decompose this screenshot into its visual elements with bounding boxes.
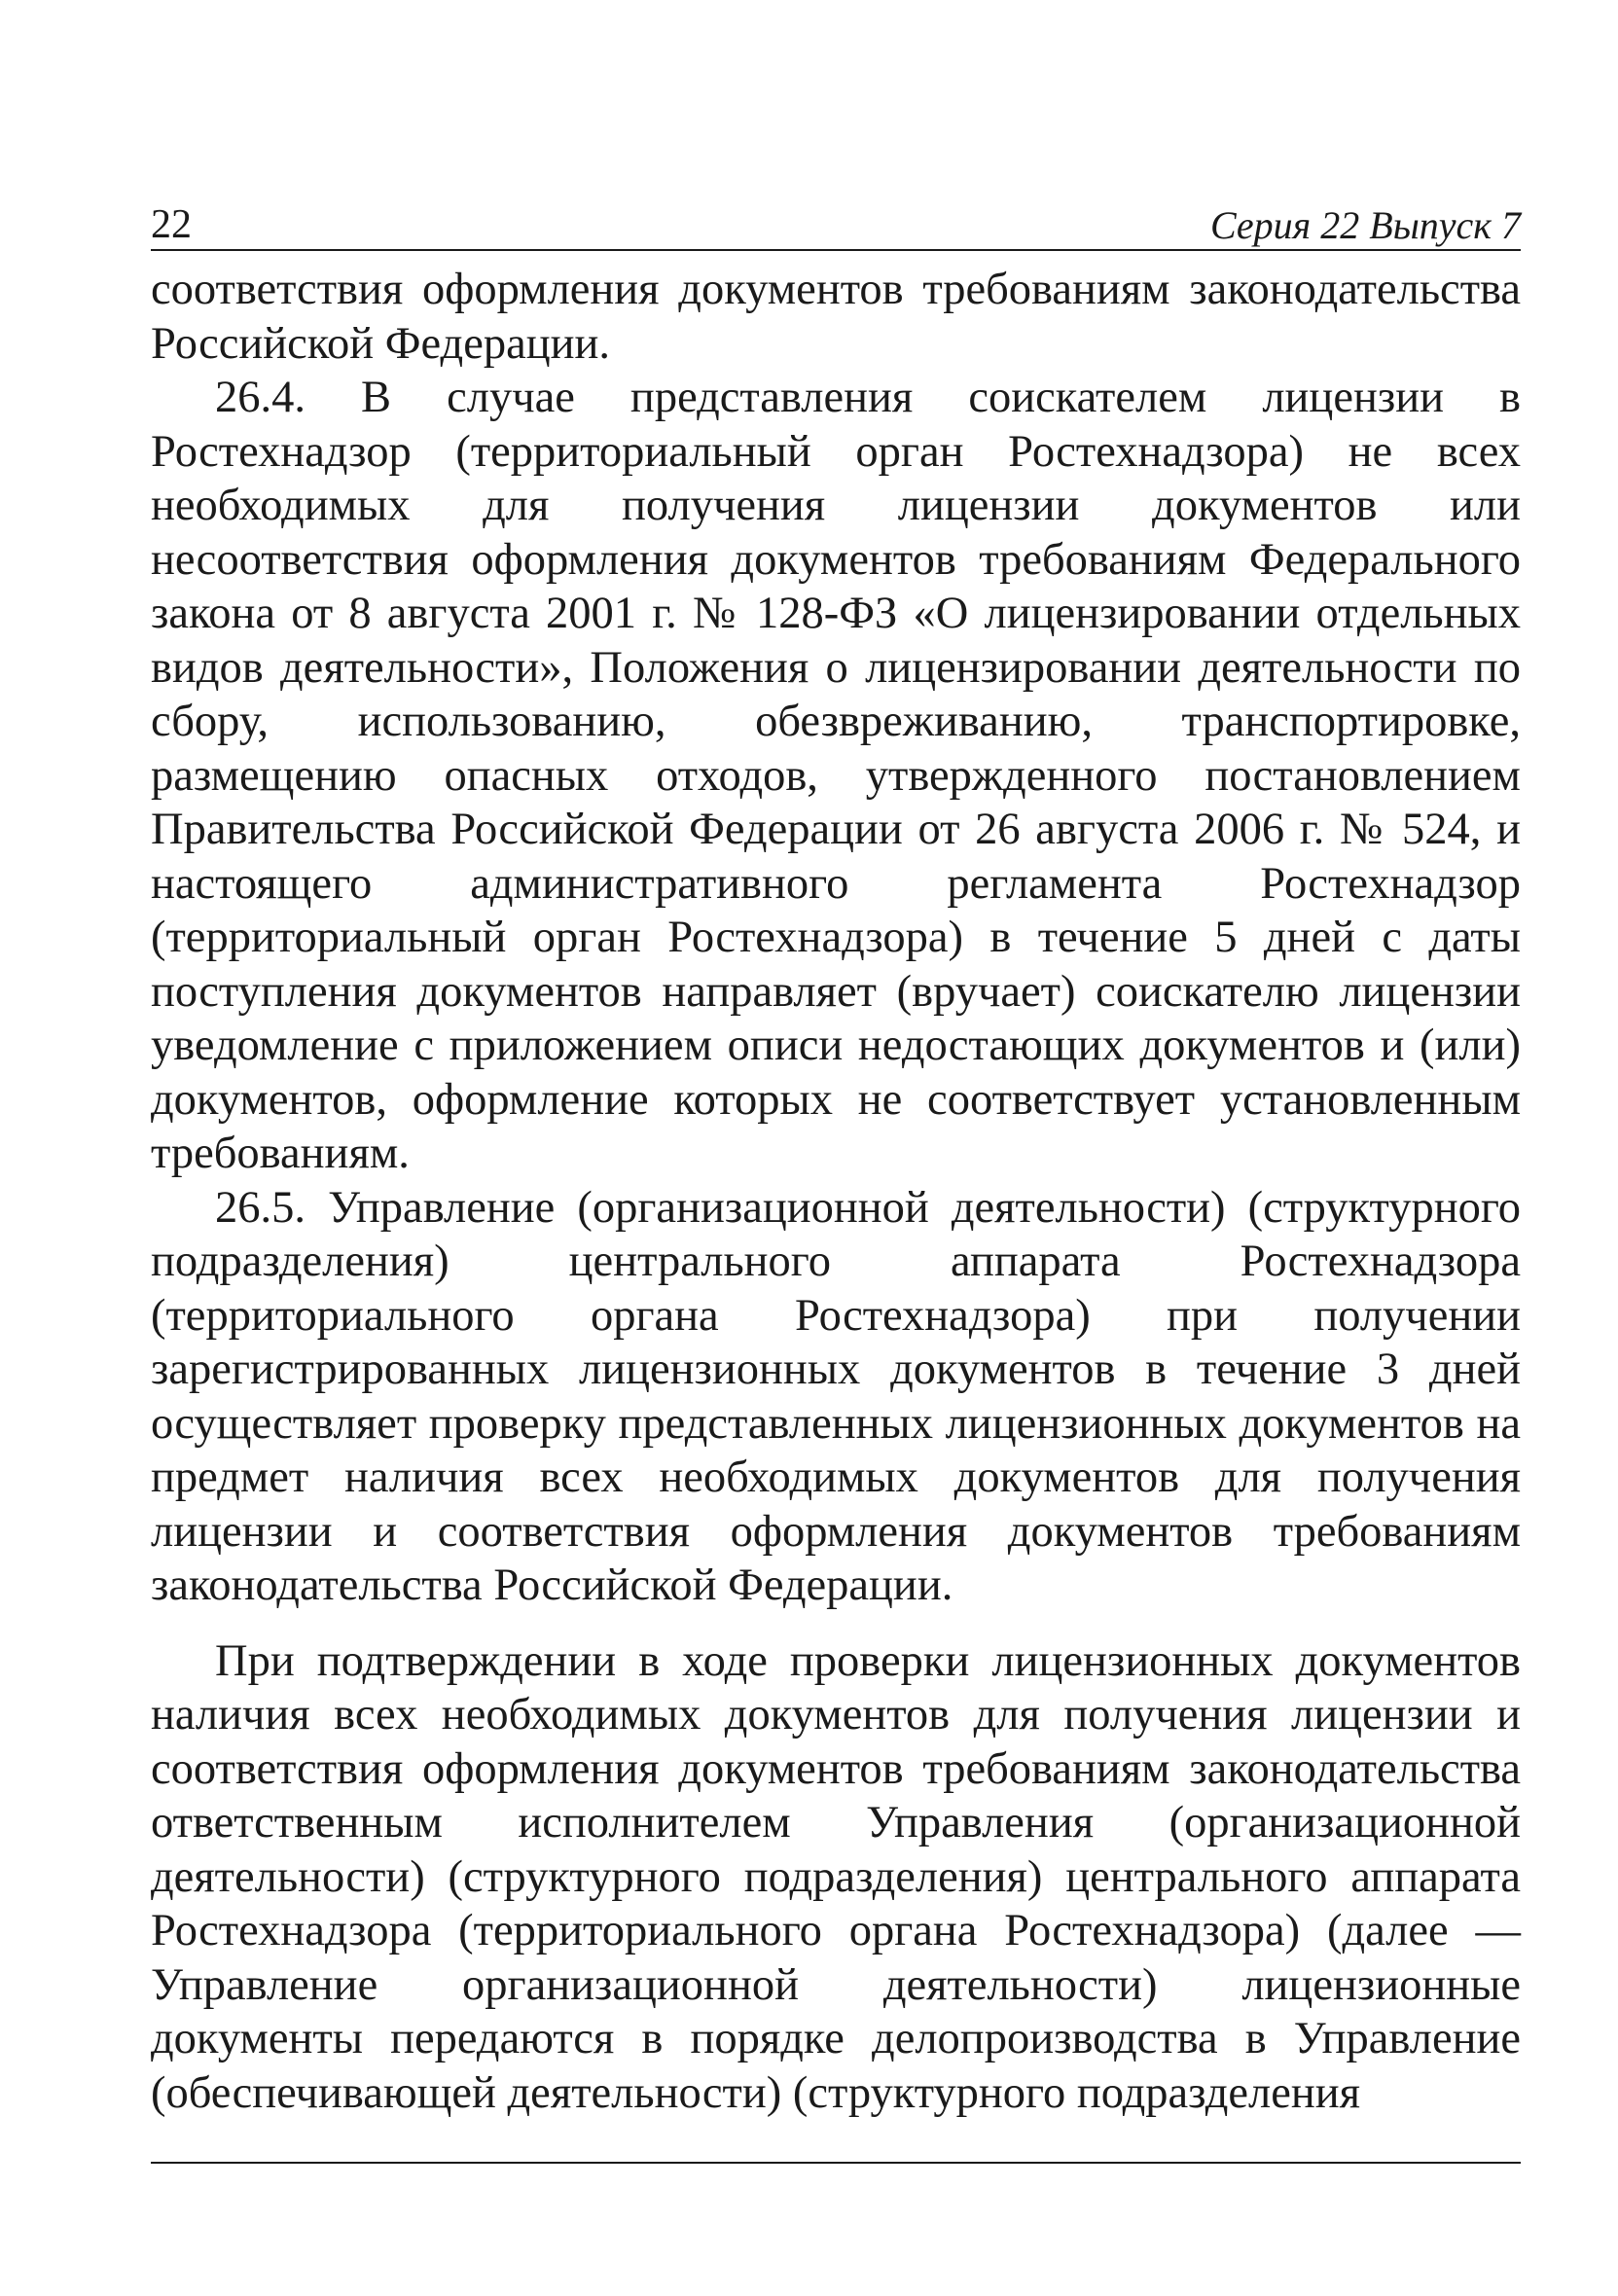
paragraph-continuation: соответствия оформления документов требованиям законодательства Российской Федерации. bbox=[151, 265, 1521, 369]
paragraph-26-5: 26.5. Управление (организационной деятельности) (структурного подразделения) центрального аппарата Ростехнадзора (территориального органа Ростехнадзора) при получении зарегистрированных лицензионных документов в течение 3 дней осуществляет проверку представленных лицензионных документов на предмет наличия всех необходимых документов для получения лицензии и соответствия оформления документов требованиям законодательства Российской Федерации. bbox=[151, 1182, 1521, 1610]
series-title: Серия 22 Выпуск 7 bbox=[1209, 203, 1521, 247]
running-header bbox=[151, 193, 1521, 251]
body-text bbox=[151, 263, 1521, 2120]
page-number: 22 bbox=[151, 202, 192, 247]
paragraph-confirmation: При подтверждении в ходе проверки лицензионных документов наличия всех необходимых документов для получения лицензии и соответствия оформления документов требованиям законодательства ответственным исполнителем Управления (организационной деятельности) (структурного подразделения) центрального аппарата Ростехнадзора (территориального органа Ростехнадзора) (далее — Управление организационной деятельности) лицензионные документы передаются в порядке делопроизводства в Управление (обеспечивающей деятельности) (структурного подразделения bbox=[151, 1635, 1521, 2118]
bottom-rule bbox=[151, 2162, 1521, 2164]
paragraph-26-4: 26.4. В случае представления соискателем лицензии в Ростехнадзор (территориальный орган Ростехнадзора) не всех необходимых для получения лицензии документов или несоответствия оформления документов требованиям Федерального закона от 8 августа 2001 г. № 128-ФЗ «О лицензировании отдельных видов деятельности», Положения о лицензировании деятельности по сбору, использованию, обезвреживанию, транспортировке, размещению опасных отходов, утвержденного постановлением Правительства Российской Федерации от 26 августа 2006 г. № 524, и настоящего административного регламента Ростехнадзор (территориальный орган Ростехнадзора) в течение 5 дней с даты поступления документов направляет (вручает) соискателю лицензии уведомление с приложением описи недостающих документов и (или) документов, оформление которых не соответствует установленным требованиям. bbox=[151, 373, 1521, 1178]
